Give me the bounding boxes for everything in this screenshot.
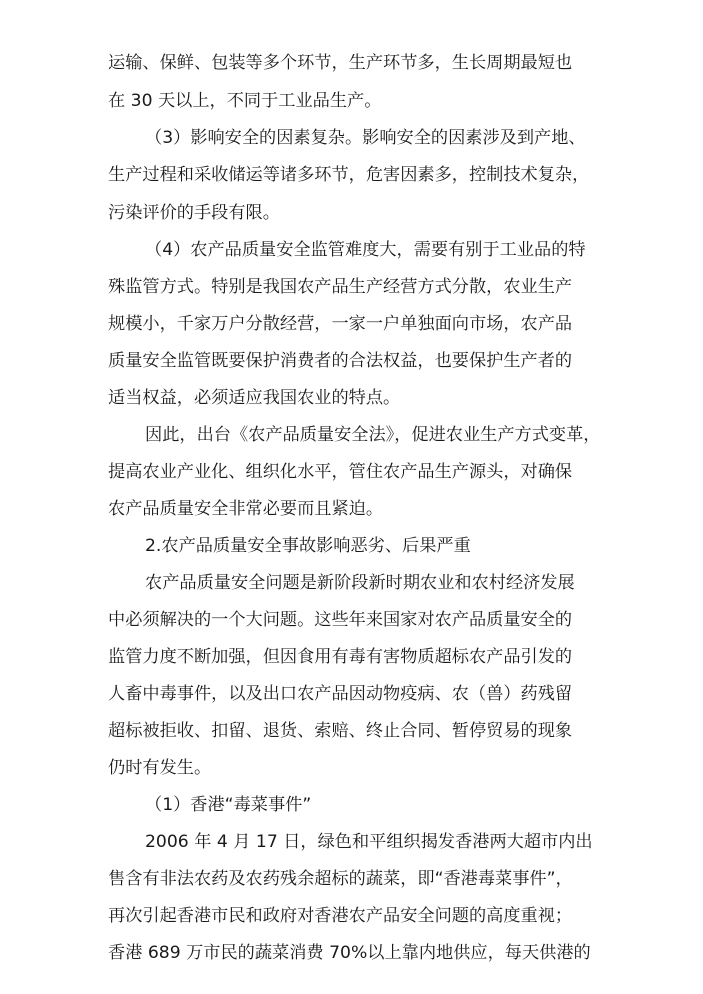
text-line: 生产过程和采收储运等诸多环节，危害因素多，控制技术复杂， [108,165,590,185]
text-line: 规模小，千家万户分散经营，一家一户单独面向市场，农产品 [108,314,573,334]
text-line: （4）农产品质量安全监管难度大，需要有别于工业品的特 [145,240,586,260]
text-line: 提高农业产业化、组织化水平，管住农产品生产源头，对确保 [108,462,573,482]
text-line: 在 30 天以上，不同于工业品生产。 [108,91,382,111]
text-line: 质量安全监管既要保护消费者的合法权益，也要保护生产者的 [108,351,573,371]
subsection-heading: （1）香港“毒菜事件” [145,795,312,815]
text-line: 污染评价的手段有限。 [108,203,280,223]
text-line: 农产品质量安全非常必要而且紧迫。 [108,499,384,519]
text-line: 农产品质量安全问题是新阶段新时期农业和农村经济发展 [145,573,575,593]
text-line: 超标被拒收、扣留、退货、索赔、终止合同、暂停贸易的现象 [108,721,573,741]
text-line: 因此，出台《农产品质量安全法》，促进农业生产方式变革， [145,425,601,445]
text-line: 监管力度不断加强，但因食用有毒有害物质超标农产品引发的 [108,647,573,667]
text-line: 殊监管方式。特别是我国农产品生产经营方式分散，农业生产 [108,277,573,297]
text-line: 香港 689 万市民的蔬菜消费 70%以上靠内地供应，每天供港的 [108,943,591,963]
text-line: （3）影响安全的因素复杂。影响安全的因素涉及到产地、 [145,128,586,148]
text-line: 2006 年 4 月 17 日，绿色和平组织揭发香港两大超市内出 [145,832,593,852]
text-line: 人畜中毒事件，以及出口农产品因动物疫病、农（兽）药残留 [108,684,573,704]
text-line: 仍时有发生。 [108,758,212,778]
text-line: 中必须解决的一个大问题。这些年来国家对农产品质量安全的 [108,610,573,630]
text-line: 售含有非法农药及农药残余超标的蔬菜，即“香港毒菜事件”， [108,869,573,889]
text-line: 再次引起香港市民和政府对香港农产品安全问题的高度重视； [108,906,573,926]
text-line: 运输、保鲜、包装等多个环节，生产环节多，生长周期最短也 [108,53,573,73]
text-line: 适当权益，必须适应我国农业的特点。 [108,388,401,408]
section-heading: 2.农产品质量安全事故影响恶劣、后果严重 [145,536,471,556]
